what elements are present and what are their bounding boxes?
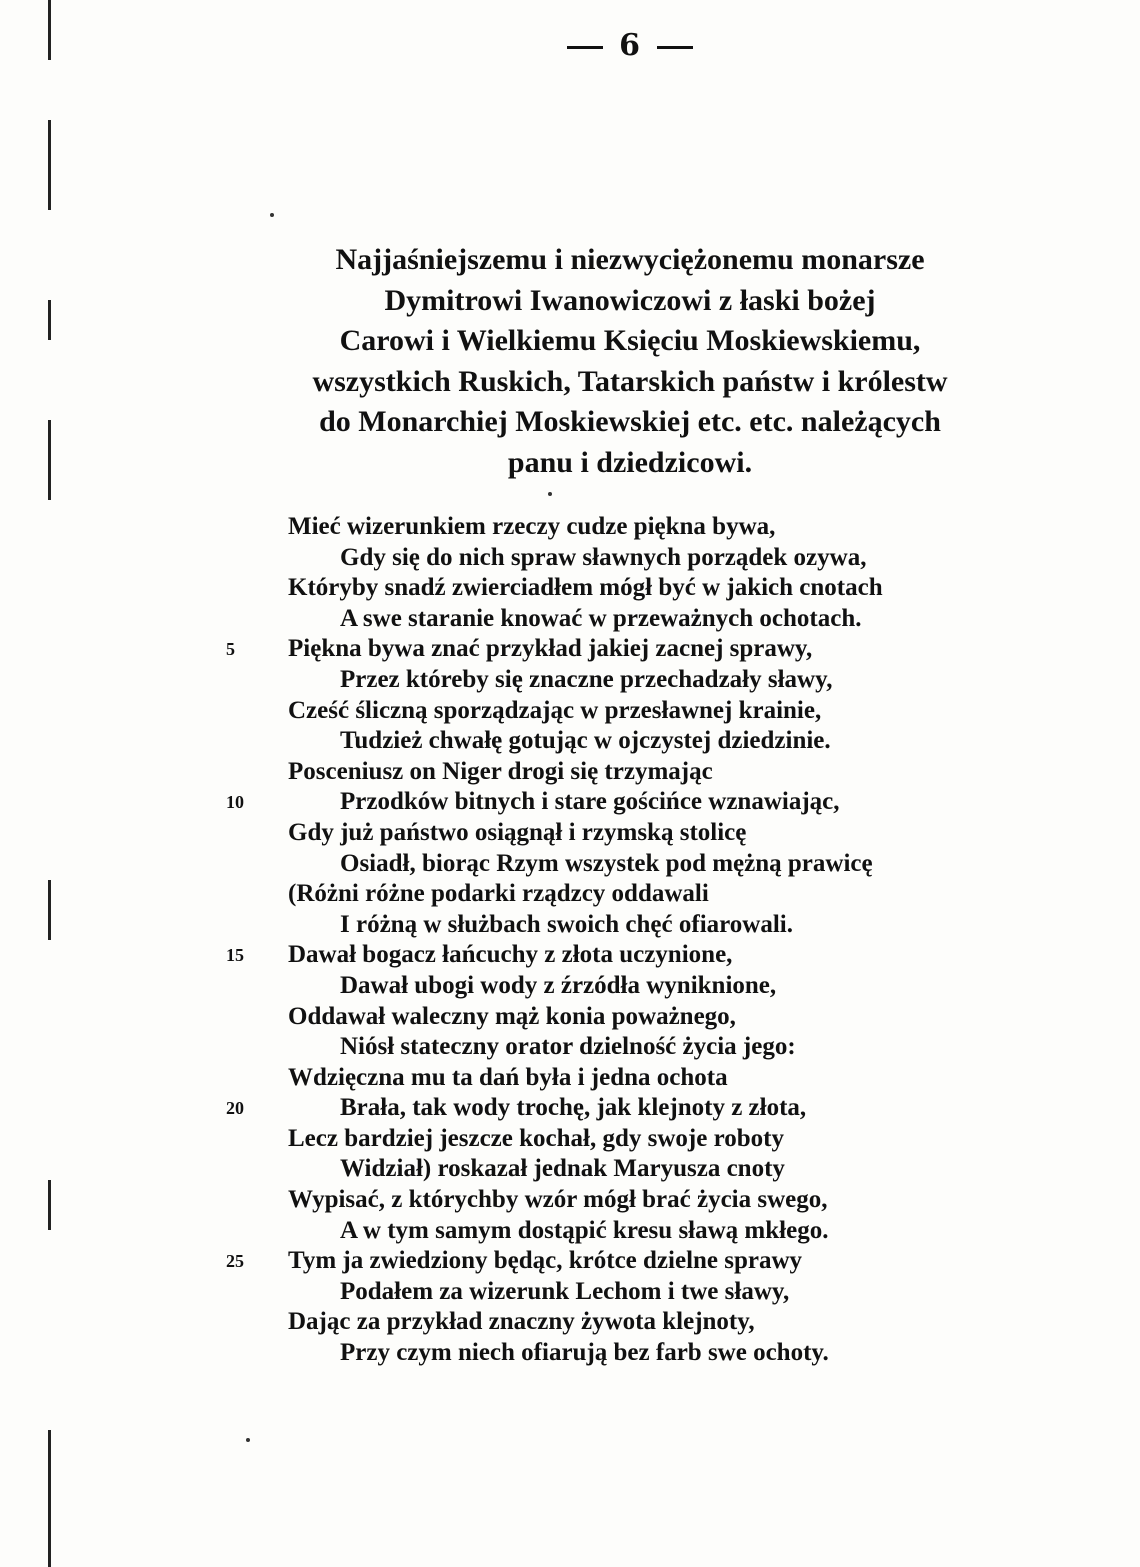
- verse-line: [288, 604, 988, 635]
- verse-line: [288, 1032, 988, 1063]
- verse-text: Niósł stateczny orator dzielność życia jego:: [340, 1033, 796, 1061]
- line-number: 20: [226, 1098, 244, 1119]
- dedication-line: Dymitrowi Iwanowiczowi z łaski bożej: [384, 283, 876, 317]
- poem: [226, 512, 988, 1369]
- verse-line: [226, 1093, 988, 1124]
- verse-text: Dając za przykład znaczny żywota klejnoty,: [288, 1308, 755, 1336]
- verse-text: Tudzież chwałę gotując w ojczystej dziedzinie.: [340, 727, 831, 755]
- verse-line: [288, 1002, 988, 1033]
- verse-line: [288, 573, 988, 604]
- line-number: 25: [226, 1251, 244, 1272]
- dedication-line: wszystkich Ruskich, Tatarskich państw i królestw: [312, 364, 948, 398]
- verse-line: [288, 1154, 988, 1185]
- verse-line: [288, 1063, 988, 1094]
- speck: [548, 492, 552, 496]
- verse-text: A w tym samym dostąpić kresu sławą mkłego.: [340, 1216, 829, 1244]
- verse-text: Wdzięczna mu ta dań była i jedna ochota: [288, 1063, 728, 1091]
- verse-text: Przez któreby się znaczne przechadzały sławy,: [340, 665, 833, 693]
- verse-text: Cześć śliczną sporządzając w przesławnej krainie,: [288, 696, 822, 724]
- verse-line: [288, 512, 988, 543]
- verse-line: [288, 665, 988, 696]
- verse-text: (Różni różne podarki rządzcy oddawali: [288, 880, 709, 908]
- verse-line: [288, 879, 988, 910]
- line-number: 10: [226, 792, 244, 813]
- verse-text: I różną w służbach swoich chęć ofiarowali.: [340, 910, 793, 938]
- dedication-line: panu i dziedzicowi.: [507, 445, 753, 479]
- line-number: 15: [226, 945, 244, 966]
- verse-text: Widział) roskazał jednak Maryusza cnoty: [340, 1155, 785, 1183]
- verse-text: Dawał bogacz łańcuchy z złota uczynione,: [288, 941, 733, 969]
- verse-text: Wypisać, z którychby wzór mógł brać życia swego,: [288, 1186, 828, 1214]
- speck: [246, 1438, 250, 1442]
- verse-text: Któryby snadź zwierciadłem mógł być w jakich cnotach: [288, 574, 883, 602]
- verse-text: Przodków bitnych i stare gościńce wznawiając,: [340, 788, 840, 816]
- dedication-line: do Monarchiej Moskiewskiej etc. etc. należących: [319, 405, 941, 438]
- verse-line: [288, 1124, 988, 1155]
- verse-line: [288, 971, 988, 1002]
- verse-line: [288, 1277, 988, 1308]
- verse-line: [288, 696, 988, 727]
- verse-text: Gdy się do nich spraw sławnych porządek ozywa,: [340, 543, 867, 571]
- verse-text: Podałem za wizerunk Lechom i twe sławy,: [340, 1277, 790, 1305]
- verse-text: Piękna bywa znać przykład jakiej zacnej sprawy,: [288, 635, 813, 663]
- verse-text: Osiadł, biorąc Rzym wszystek pod mężną prawicę: [340, 849, 873, 877]
- verse-text: Mieć wizerunkiem rzeczy cudze piękna bywa,: [288, 513, 776, 540]
- dedication-line: Najjaśniejszemu i niezwyciężonemu monarsze: [335, 243, 925, 276]
- binding-edge: [48, 0, 52, 1567]
- verse-line: [288, 910, 988, 941]
- verse-line: [288, 1338, 988, 1369]
- verse-text: Gdy już państwo osiągnął i rzymską stolicę: [288, 818, 747, 846]
- verse-line: [226, 787, 988, 818]
- page-number-value: 6: [619, 28, 641, 63]
- dash-right: [657, 46, 693, 49]
- verse-text: Brała, tak wody trochę, jak klejnoty z złota,: [340, 1094, 807, 1122]
- verse-text: Dawał ubogi wody z źrzódła wyniknione,: [340, 971, 777, 999]
- verse-line: [288, 726, 988, 757]
- dash-left: [567, 46, 603, 49]
- verse-text: Przy czym niech ofiarują bez farb swe ochoty.: [340, 1339, 829, 1367]
- dedication-line: Carowi i Wielkiemu Księciu Moskiewskiemu,: [339, 324, 921, 357]
- verse-line: [288, 1307, 988, 1338]
- verse-line: [288, 1216, 988, 1247]
- verse-line: [288, 818, 988, 849]
- verse-line: [288, 757, 988, 788]
- page-number: [60, 28, 1140, 63]
- verse-text: A swe staranie knować w przeważnych ochotach.: [340, 604, 862, 632]
- line-number: 5: [226, 639, 235, 660]
- verse-line: [226, 940, 988, 971]
- verse-text: Lecz bardziej jeszcze kochał, gdy swoje roboty: [288, 1124, 784, 1152]
- verse-line: [226, 1246, 988, 1277]
- verse-line: [288, 849, 988, 880]
- verse-line: [288, 543, 988, 574]
- dedication-heading: [190, 240, 1070, 483]
- speck: [270, 213, 274, 217]
- verse-text: Posceniusz on Niger drogi się trzymając: [288, 757, 713, 785]
- verse-line: [226, 634, 988, 665]
- verse-text: Tym ja zwiedziony będąc, krótce dzielne sprawy: [288, 1247, 803, 1275]
- verse-line: [288, 1185, 988, 1216]
- verse-text: Oddawał waleczny mąż konia poważnego,: [288, 1002, 736, 1030]
